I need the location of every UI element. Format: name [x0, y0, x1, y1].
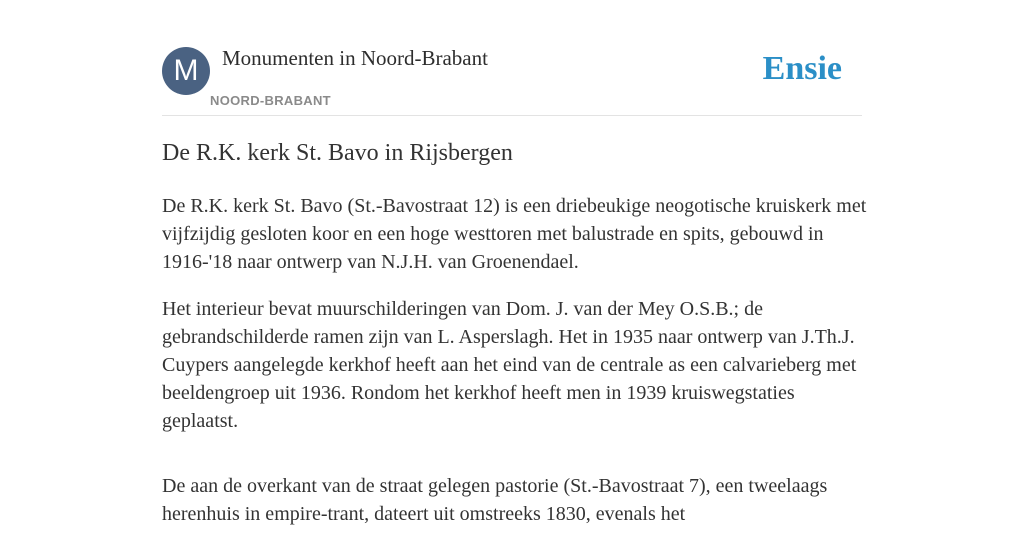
category-link[interactable]: NOORD-BRABANT: [210, 93, 331, 108]
article-paragraph: De aan de overkant van de straat gelegen pastorie (St.-Bavostraat 7), een tweelaags herenhuis in empire-trant, dateert uit omstreeks 1830, evenals het: [162, 475, 828, 525]
avatar-letter: M: [173, 54, 199, 87]
ensie-logo[interactable]: Ensie: [762, 50, 842, 87]
article-title: De R.K. kerk St. Bavo in Rijsbergen: [162, 140, 513, 166]
source-avatar[interactable]: [162, 47, 210, 95]
article-paragraph: De R.K. kerk St. Bavo (St.-Bavostraat 12) is een driebeukige neogotische kruiskerk met vijfzijdig gesloten koor en een hoge westtoren met balustrade en spits, gebouwd in 1916-'18 naar ontwerp van N.J.H. van Groenendael.: [162, 195, 867, 273]
article-page: [162, 0, 867, 525]
source-header: [162, 0, 862, 116]
article-paragraph: Het interieur bevat muurschilderingen van Dom. J. van der Mey O.S.B.; de gebrandschilderde ramen zijn van L. Asperslagh. Het in 1935 naar ontwerp van J.Th.J. Cuypers aangelegde kerkhof heeft aan het eind van de centrale as een calvarieberg met beeldengroep uit 1936. Rondom het kerkhof heeft men in 1939 kruiswegstaties geplaatst.: [162, 298, 857, 432]
article-body: [162, 192, 867, 547]
source-title-link[interactable]: Monumenten in Noord-Brabant: [222, 46, 488, 70]
